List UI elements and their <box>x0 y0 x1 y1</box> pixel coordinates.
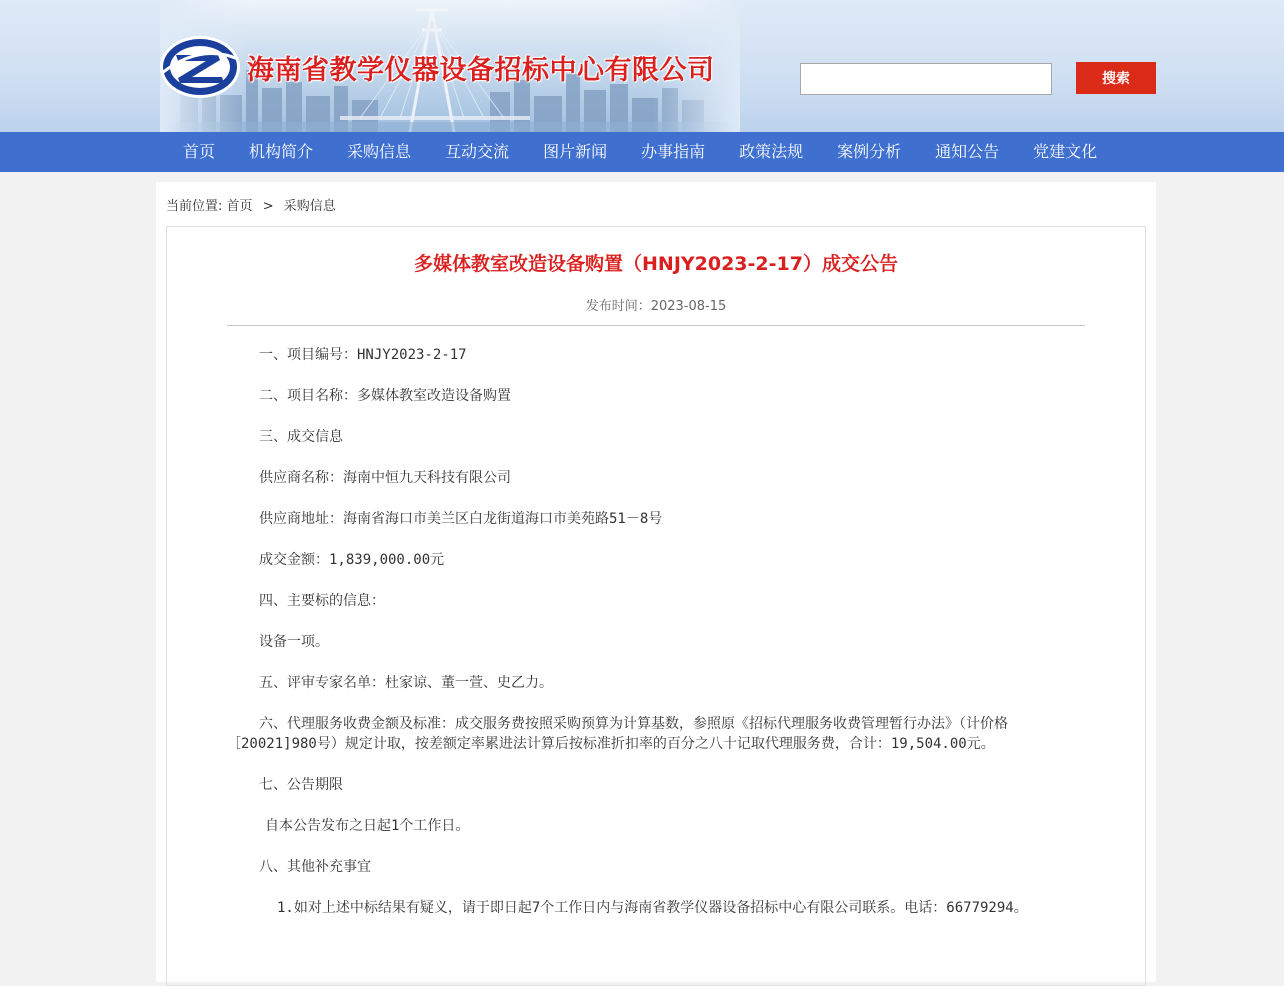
paragraph-equipment: 设备一项。 <box>259 634 329 650</box>
breadcrumb-label: 当前位置: <box>166 199 223 214</box>
article-body <box>227 345 1085 918</box>
nav-item-guide[interactable]: 办事指南 <box>641 142 706 161</box>
search-input[interactable] <box>800 63 1052 95</box>
title-divider <box>227 325 1085 326</box>
paragraph-period-detail: 自本公告发布之日起1个工作日。 <box>265 818 470 834</box>
nav-item-photo-news[interactable]: 图片新闻 <box>543 142 608 161</box>
nav-item-procurement[interactable]: 采购信息 <box>347 142 412 161</box>
paragraph-deal-amount: 成交金额：1,839,000.00元 <box>259 552 445 568</box>
paragraph-project-name: 二、项目名称：多媒体教室改造设备购置 <box>259 388 511 404</box>
paragraph-agency-fee: 六、代理服务收费金额及标准：成交服务费按照采购预算为计算基数，参照原《招标代理服务收费管理暂行办法》（计价格［20021]980号）规定计取，按差额定率累进法计算后按标准折扣率的百分之八十记取代理服务费，合计：19,504.00元。 <box>227 716 1008 752</box>
site-title: 海南省教学仪器设备招标中心有限公司 <box>247 55 715 86</box>
company-logo-icon <box>158 33 242 101</box>
paragraph-other-matters: 八、其他补充事宜 <box>259 859 371 875</box>
nav-item-policy[interactable]: 政策法规 <box>739 142 804 161</box>
site-header <box>0 0 1284 132</box>
breadcrumb-separator: > <box>262 199 274 214</box>
nav-item-party[interactable]: 党建文化 <box>1033 142 1098 161</box>
search-button[interactable]: 搜索 <box>1076 62 1156 94</box>
paragraph-supplier-name: 供应商名称：海南中恒九天科技有限公司 <box>259 470 511 486</box>
nav-item-about[interactable]: 机构简介 <box>249 142 314 161</box>
nav-item-home[interactable]: 首页 <box>183 142 216 161</box>
breadcrumb <box>166 195 336 214</box>
nav-item-cases[interactable]: 案例分析 <box>837 142 902 161</box>
article-date: 发布时间：2023-08-15 <box>585 299 727 314</box>
paragraph-main-subject: 四、主要标的信息： <box>259 593 385 609</box>
paragraph-deal-info: 三、成交信息 <box>259 429 343 445</box>
nav-item-interaction[interactable]: 互动交流 <box>445 142 510 161</box>
breadcrumb-link-procurement[interactable]: 采购信息 <box>283 199 336 214</box>
main-nav <box>0 132 1284 172</box>
breadcrumb-link-home[interactable]: 首页 <box>226 199 253 214</box>
paragraph-objection-contact: 1.如对上述中标结果有疑义，请于即日起7个工作日内与海南省教学仪器设备招标中心有限公司联系。电话：66779294。 <box>277 900 1028 916</box>
paragraph-supplier-address: 供应商地址：海南省海口市美兰区白龙街道海口市美苑路51－8号 <box>259 511 663 527</box>
paragraph-notice-period: 七、公告期限 <box>259 777 343 793</box>
article-panel <box>166 226 1146 986</box>
paragraph-project-number: 一、项目编号：HNJY2023-2-17 <box>259 347 467 363</box>
paragraph-experts: 五、评审专家名单：杜家谅、董一萱、史乙力。 <box>259 675 553 691</box>
article-title: 多媒体教室改造设备购置（HNJY2023-2-17）成交公告 <box>414 253 898 275</box>
nav-item-notices[interactable]: 通知公告 <box>935 142 1000 161</box>
content-container <box>156 182 1156 982</box>
